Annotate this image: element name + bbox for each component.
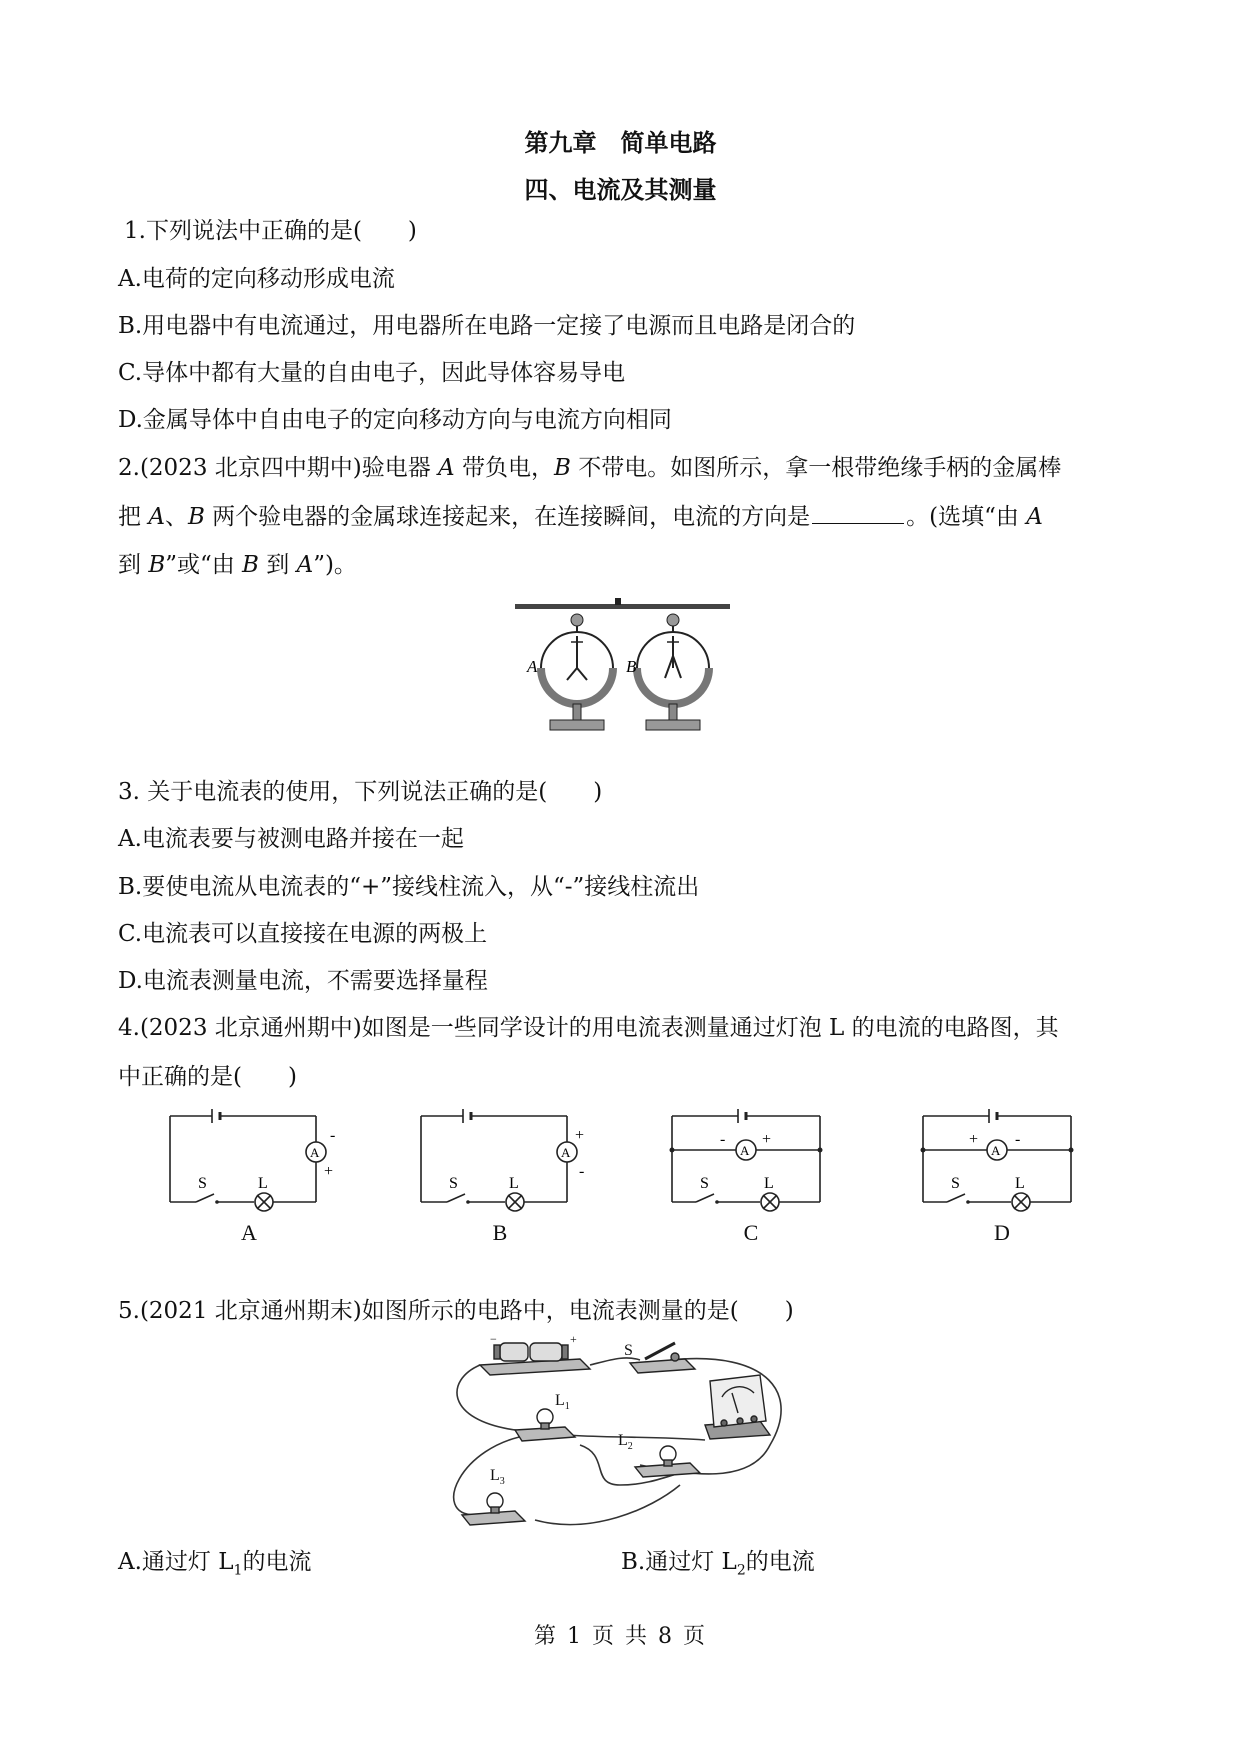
electroscope-b	[637, 614, 709, 730]
svg-text:+: +	[570, 1335, 577, 1346]
q1-option-b: B.用电器中有电流通过，用电器所在电路一定接了电源而且电路是闭合的	[118, 313, 856, 339]
q1-stem: 1.下列说法中正确的是( )	[124, 218, 417, 244]
q3-stem: 3. 关于电流表的使用，下列说法正确的是( )	[118, 779, 603, 805]
battery	[480, 1335, 590, 1375]
circuit-diagram-a	[158, 1106, 348, 1216]
svg-text:+: +	[969, 1131, 979, 1148]
svg-text:-: -	[720, 1131, 726, 1148]
circuit-label-d: D	[994, 1220, 1010, 1245]
svg-text:+: +	[324, 1163, 334, 1180]
lamp-l3	[462, 1467, 525, 1525]
metal-rod	[515, 604, 730, 609]
svg-text:L: L	[258, 1175, 268, 1192]
q1-option-c: C.导体中都有大量的自由电子，因此导体容易导电	[118, 360, 626, 386]
svg-text:−: −	[490, 1335, 497, 1346]
circuit-diagram-d	[911, 1106, 1091, 1216]
q1-option-d: D.金属导体中自由电子的定向移动方向与电流方向相同	[118, 407, 672, 433]
svg-text:S: S	[624, 1342, 633, 1359]
ammeter	[705, 1375, 770, 1439]
svg-text:S: S	[449, 1175, 458, 1192]
svg-text:A: A	[310, 1145, 320, 1160]
q1-option-a: A.电荷的定向移动形成电流	[118, 266, 395, 292]
electroscope-figure	[515, 598, 730, 733]
circuit-diagram-b	[409, 1106, 599, 1216]
circuit-label-b: B	[492, 1220, 508, 1245]
q3-option-a: A.电流表要与被测电路并接在一起	[118, 826, 464, 852]
svg-text:L2: $L_2$	[618, 1432, 633, 1452]
svg-text:-: -	[1015, 1131, 1021, 1148]
svg-text:+: +	[762, 1131, 772, 1148]
svg-text:A: A	[740, 1143, 750, 1158]
electroscope-a	[541, 614, 613, 730]
physical-circuit-figure	[440, 1335, 820, 1535]
svg-text:L: L	[509, 1175, 519, 1192]
svg-text:L: L	[1015, 1175, 1025, 1192]
q4-line1: 4.(2023 北京通州期中)如图是一些同学设计的用电流表测量通过灯泡 L 的电流的电路图，其	[118, 1015, 1059, 1041]
rod-handle	[615, 598, 621, 605]
svg-text:L1: $L_1$	[555, 1392, 570, 1412]
q4-line2: 中正确的是( )	[118, 1064, 297, 1090]
q5-option-b: B.通过灯 $L_2$的电流	[621, 1549, 815, 1579]
switch	[624, 1342, 695, 1373]
svg-text:S: S	[198, 1175, 207, 1192]
label-b: B	[626, 657, 637, 676]
lamp-l1	[515, 1392, 575, 1441]
label-a: A	[527, 657, 538, 676]
q2-line2: 把 A、B 两个验电器的金属球连接起来，在连接瞬间，电流的方向是 。(选填“由 A	[118, 504, 1043, 530]
page-footer: 第 1 页 共 8 页	[534, 1624, 707, 1649]
q5-option-a: A.通过灯 $L_1$的电流	[118, 1549, 312, 1579]
svg-text:L: L	[764, 1175, 774, 1192]
svg-text:-: -	[330, 1127, 336, 1144]
q2-answer-blank[interactable]	[812, 503, 904, 524]
svg-text:+: +	[575, 1127, 585, 1144]
q3-option-d: D.电流表测量电流，不需要选择量程	[118, 968, 488, 994]
svg-text:S: S	[951, 1175, 960, 1192]
section-title: 四、电流及其测量	[524, 176, 717, 204]
circuit-diagram-c	[660, 1106, 840, 1216]
svg-text:A: A	[991, 1143, 1001, 1158]
q5-stem: 5.(2021 北京通州期末)如图所示的电路中，电流表测量的是( )	[118, 1298, 794, 1324]
svg-text:A: A	[561, 1145, 571, 1160]
svg-text:-: -	[579, 1163, 585, 1180]
q3-option-c: C.电流表可以直接接在电源的两极上	[118, 921, 488, 947]
svg-text:S: S	[700, 1175, 709, 1192]
q2-line3: 到 B”或“由 B 到 A”)。	[118, 552, 357, 578]
circuit-label-c: C	[743, 1220, 759, 1245]
q3-option-b: B.要使电流从电流表的“+”接线柱流入，从“-”接线柱流出	[118, 874, 700, 900]
q2-line1: 2.(2023 北京四中期中)验电器 A 带负电，B 不带电。如图所示，拿一根带绝缘手柄的金属棒	[118, 455, 1062, 481]
circuit-label-a: A	[241, 1220, 257, 1245]
svg-text:L3: $L_3$	[490, 1467, 505, 1487]
chapter-title: 第九章 简单电路	[524, 129, 717, 157]
